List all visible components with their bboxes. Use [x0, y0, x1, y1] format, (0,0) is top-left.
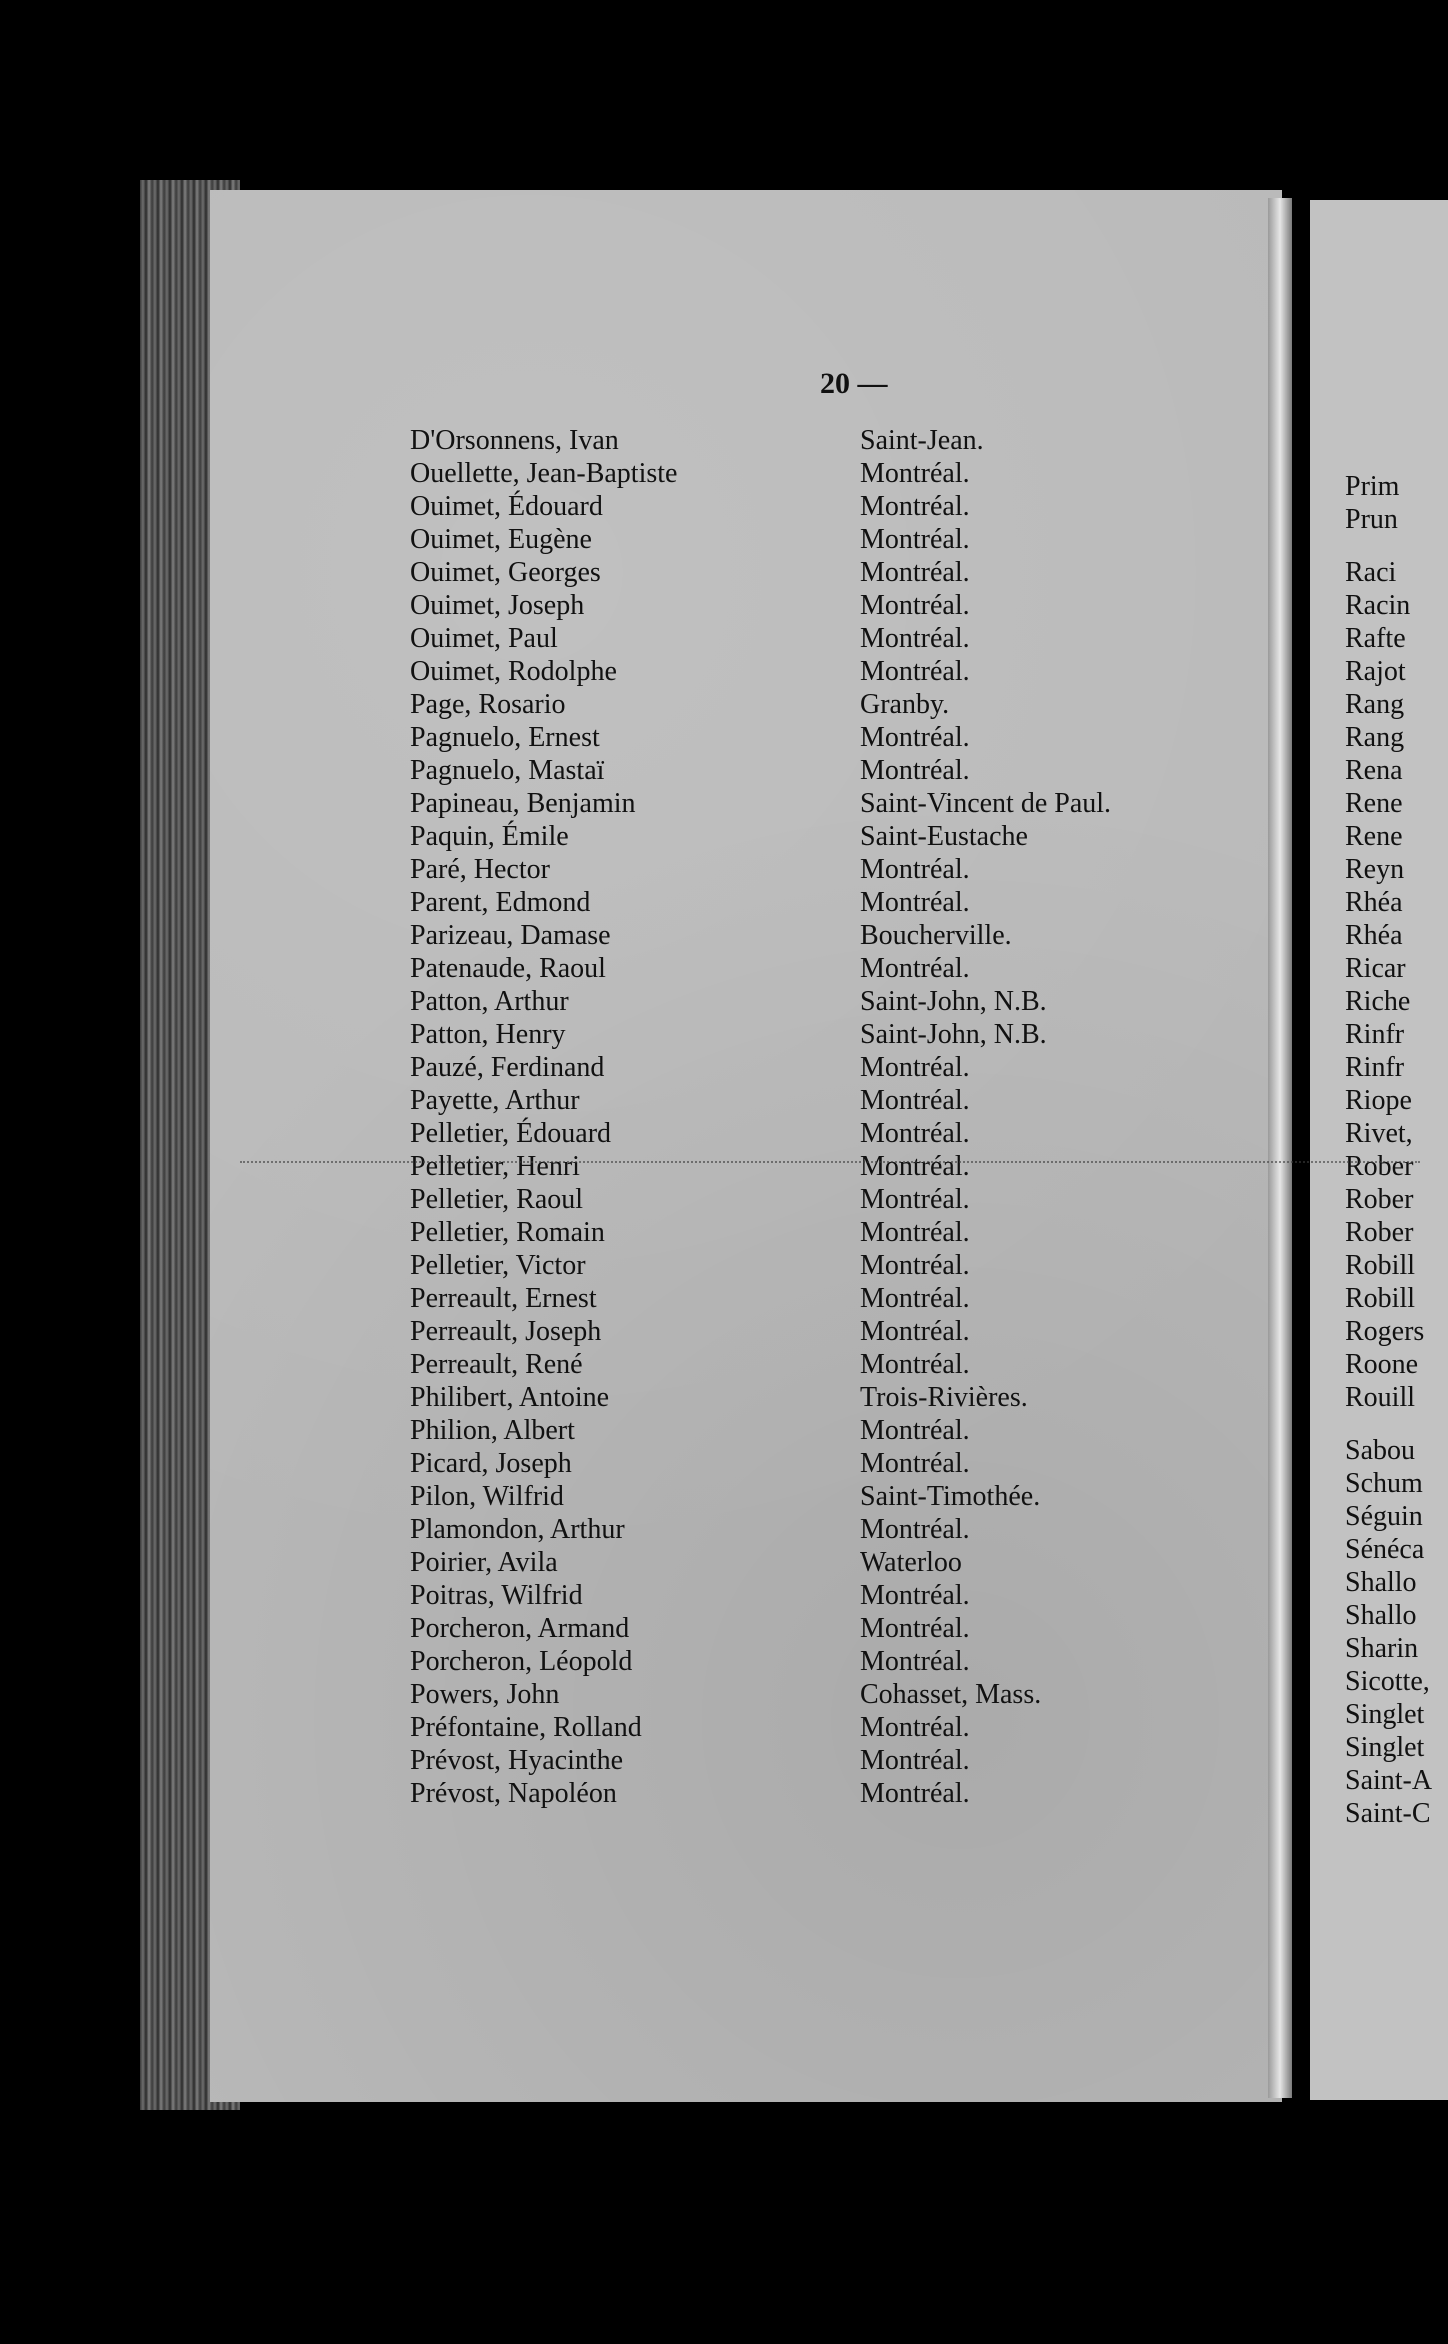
- entry-name: Pelletier, Édouard: [410, 1118, 612, 1149]
- entry-name: Prévost, Napoléon: [410, 1778, 617, 1809]
- entry-name: Perreault, Joseph: [410, 1316, 602, 1347]
- entry-name: Pelletier, Romain: [410, 1217, 605, 1248]
- right-list-item: Roone: [1345, 1349, 1419, 1380]
- entry-place: Montréal.: [860, 1316, 970, 1347]
- list-item: [410, 919, 1310, 952]
- list-item: [410, 1117, 1310, 1150]
- right-list-item: Sénéca: [1345, 1534, 1425, 1565]
- entry-name: Patton, Arthur: [410, 986, 569, 1017]
- right-list-item: Rogers: [1345, 1316, 1425, 1347]
- entry-place: Montréal.: [860, 1283, 970, 1314]
- list-item: [410, 853, 1310, 886]
- entry-name: Ouimet, Rodolphe: [410, 656, 617, 687]
- right-list-item: Rivet,: [1345, 1118, 1413, 1149]
- entry-place: Montréal.: [860, 755, 970, 786]
- entry-place: Montréal.: [860, 590, 970, 621]
- entry-place: Montréal.: [860, 1514, 970, 1545]
- entry-place: Montréal.: [860, 524, 970, 555]
- list-item: [410, 1678, 1310, 1711]
- entry-place: Montréal.: [860, 1250, 970, 1281]
- entry-name: Powers, John: [410, 1679, 560, 1710]
- right-list-item: Rinfr: [1345, 1052, 1405, 1083]
- entry-name: Pauzé, Ferdinand: [410, 1052, 605, 1083]
- list-item: [410, 985, 1310, 1018]
- right-list-item: Reyn: [1345, 854, 1405, 885]
- entry-place: Montréal.: [860, 1415, 970, 1446]
- list-item: [410, 622, 1310, 655]
- right-list-item: Rober: [1345, 1184, 1414, 1215]
- right-list-item: Rhéa: [1345, 887, 1403, 918]
- entry-place: Montréal.: [860, 1580, 970, 1611]
- entry-name: Page, Rosario: [410, 689, 566, 720]
- entry-name: Pagnuelo, Mastaï: [410, 755, 605, 786]
- list-item: [410, 1414, 1310, 1447]
- entry-place: Montréal.: [860, 1085, 970, 1116]
- entry-place: Saint-John, N.B.: [860, 986, 1047, 1017]
- entry-name: Poirier, Avila: [410, 1547, 558, 1578]
- entry-name: Philion, Albert: [410, 1415, 575, 1446]
- list-item: [410, 721, 1310, 754]
- entry-place: Montréal.: [860, 1217, 970, 1248]
- entry-place: Trois-Rivières.: [860, 1382, 1028, 1413]
- entry-name: Pelletier, Henri: [410, 1151, 580, 1182]
- entry-place: Montréal.: [860, 1118, 970, 1149]
- entry-name: Parent, Edmond: [410, 887, 591, 918]
- entry-place: Montréal.: [860, 953, 970, 984]
- right-list-item: Riche: [1345, 986, 1411, 1017]
- list-item: [410, 1051, 1310, 1084]
- list-item: [410, 556, 1310, 589]
- list-item: [410, 1249, 1310, 1282]
- entry-place: Cohasset, Mass.: [860, 1679, 1042, 1710]
- entry-place: Saint-Timothée.: [860, 1481, 1041, 1512]
- entry-place: Montréal.: [860, 1613, 970, 1644]
- entry-name: Plamondon, Arthur: [410, 1514, 625, 1545]
- right-list-item: Rhéa: [1345, 920, 1403, 951]
- right-list-item: Rafte: [1345, 623, 1406, 654]
- right-list-item: Ricar: [1345, 953, 1406, 984]
- entry-name: Porcheron, Léopold: [410, 1646, 633, 1677]
- entry-name: Ouellette, Jean-Baptiste: [410, 458, 678, 489]
- right-list-item: Riope: [1345, 1085, 1412, 1116]
- entry-name: Paquin, Émile: [410, 821, 569, 852]
- entry-place: Montréal.: [860, 656, 970, 687]
- entry-name: Prévost, Hyacinthe: [410, 1745, 624, 1776]
- right-page-list: [1345, 470, 1432, 1830]
- entry-place: Montréal.: [860, 722, 970, 753]
- entry-name: Préfontaine, Rolland: [410, 1712, 642, 1743]
- entry-place: Montréal.: [860, 1448, 970, 1479]
- entry-place: Montréal.: [860, 1646, 970, 1677]
- list-item: [410, 655, 1310, 688]
- entry-name: Perreault, René: [410, 1349, 583, 1380]
- entry-name: Philibert, Antoine: [410, 1382, 610, 1413]
- entry-name: Porcheron, Armand: [410, 1613, 630, 1644]
- page-number: 20 —: [820, 367, 888, 400]
- entry-name: Pelletier, Victor: [410, 1250, 586, 1281]
- list-item: [410, 1315, 1310, 1348]
- right-list-item: Séguin: [1345, 1501, 1423, 1532]
- list-item: [410, 589, 1310, 622]
- list-item: [410, 1084, 1310, 1117]
- fold-crease: [240, 1161, 1420, 1163]
- right-list-item: Robill: [1345, 1283, 1416, 1314]
- entry-place: Montréal.: [860, 623, 970, 654]
- entry-place: Granby.: [860, 689, 950, 720]
- entry-place: Montréal.: [860, 1349, 970, 1380]
- entry-name: Patenaude, Raoul: [410, 953, 606, 984]
- entry-name: Ouimet, Paul: [410, 623, 558, 654]
- entry-place: Saint-John, N.B.: [860, 1019, 1047, 1050]
- entry-place: Montréal.: [860, 1151, 970, 1182]
- list-item: [410, 952, 1310, 985]
- entry-place: Montréal.: [860, 491, 970, 522]
- right-list-item: Rober: [1345, 1151, 1414, 1182]
- right-list-item: Rouill: [1345, 1382, 1416, 1413]
- directory-list: [410, 424, 1310, 1810]
- list-item: [410, 1777, 1310, 1810]
- entry-place: Montréal.: [860, 1184, 970, 1215]
- list-item: [410, 1513, 1310, 1546]
- entry-name: Ouimet, Édouard: [410, 491, 603, 522]
- right-list-item: Singlet: [1345, 1732, 1425, 1763]
- entry-place: Saint-Eustache: [860, 821, 1028, 852]
- right-list-item: Sabou: [1345, 1435, 1415, 1466]
- right-list-item: Sicotte,: [1345, 1666, 1430, 1697]
- list-item: [410, 1711, 1310, 1744]
- entry-name: Patton, Henry: [410, 1019, 566, 1050]
- list-item: [410, 490, 1310, 523]
- right-list-item: Saint-C: [1345, 1798, 1431, 1829]
- right-list-item: Rinfr: [1345, 1019, 1405, 1050]
- list-item: [410, 787, 1310, 820]
- right-list-item: Rober: [1345, 1217, 1414, 1248]
- entry-name: Ouimet, Eugène: [410, 524, 592, 555]
- right-list-item: Raci: [1345, 557, 1397, 588]
- entry-place: Saint-Vincent de Paul.: [860, 788, 1112, 819]
- entry-place: Montréal.: [860, 887, 970, 918]
- list-item: [410, 1150, 1310, 1183]
- entry-place: Montréal.: [860, 1778, 970, 1809]
- right-list-item: Schum: [1345, 1468, 1423, 1499]
- right-list-item: Sharin: [1345, 1633, 1419, 1664]
- list-item: [410, 1612, 1310, 1645]
- entry-name: Parizeau, Damase: [410, 920, 611, 951]
- entry-name: Perreault, Ernest: [410, 1283, 597, 1314]
- entry-name: Payette, Arthur: [410, 1085, 580, 1116]
- entry-name: Ouimet, Georges: [410, 557, 601, 588]
- list-item: [410, 523, 1310, 556]
- list-item: [410, 1216, 1310, 1249]
- list-item: [410, 1546, 1310, 1579]
- list-item: [410, 886, 1310, 919]
- right-list-item: Racin: [1345, 590, 1411, 621]
- right-list-item: Shallo: [1345, 1600, 1417, 1631]
- right-list-item: Rene: [1345, 788, 1403, 819]
- right-list-item: Rene: [1345, 821, 1403, 852]
- entry-name: Pilon, Wilfrid: [410, 1481, 564, 1512]
- entry-name: Pelletier, Raoul: [410, 1184, 584, 1215]
- list-item: [410, 820, 1310, 853]
- list-item: [410, 688, 1310, 721]
- list-item: [410, 1282, 1310, 1315]
- entry-place: Boucherville.: [860, 920, 1012, 951]
- right-list-item: Robill: [1345, 1250, 1416, 1281]
- right-list-item: Saint-A: [1345, 1765, 1433, 1796]
- entry-place: Montréal.: [860, 1712, 970, 1743]
- list-item: [410, 1744, 1310, 1777]
- list-item: [410, 754, 1310, 787]
- entry-name: Papineau, Benjamin: [410, 788, 636, 819]
- list-item: [410, 1381, 1310, 1414]
- entry-place: Montréal.: [860, 1052, 970, 1083]
- right-list-item: Rang: [1345, 689, 1405, 720]
- list-item: [410, 457, 1310, 490]
- entry-place: Montréal.: [860, 458, 970, 489]
- list-item: [410, 424, 1310, 457]
- entry-place: Waterloo: [860, 1547, 962, 1578]
- entry-name: Poitras, Wilfrid: [410, 1580, 583, 1611]
- list-item: [410, 1183, 1310, 1216]
- entry-name: Pagnuelo, Ernest: [410, 722, 600, 753]
- right-list-item: Singlet: [1345, 1699, 1425, 1730]
- right-list-item: Rena: [1345, 755, 1403, 786]
- right-list-item: Prim: [1345, 471, 1400, 502]
- list-item: [410, 1480, 1310, 1513]
- entry-name: Ouimet, Joseph: [410, 590, 585, 621]
- list-item: [410, 1348, 1310, 1381]
- entry-name: D'Orsonnens, Ivan: [410, 425, 619, 456]
- entry-name: Paré, Hector: [410, 854, 550, 885]
- list-item: [410, 1447, 1310, 1480]
- right-list-item: Prun: [1345, 504, 1398, 535]
- right-list-item: Shallo: [1345, 1567, 1417, 1598]
- entry-name: Picard, Joseph: [410, 1448, 572, 1479]
- entry-place: Saint-Jean.: [860, 425, 984, 456]
- entry-place: Montréal.: [860, 557, 970, 588]
- list-item: [410, 1645, 1310, 1678]
- entry-place: Montréal.: [860, 1745, 970, 1776]
- entry-place: Montréal.: [860, 854, 970, 885]
- right-list-item: Rang: [1345, 722, 1405, 753]
- list-item: [410, 1018, 1310, 1051]
- right-list-item: Rajot: [1345, 656, 1406, 687]
- list-item: [410, 1579, 1310, 1612]
